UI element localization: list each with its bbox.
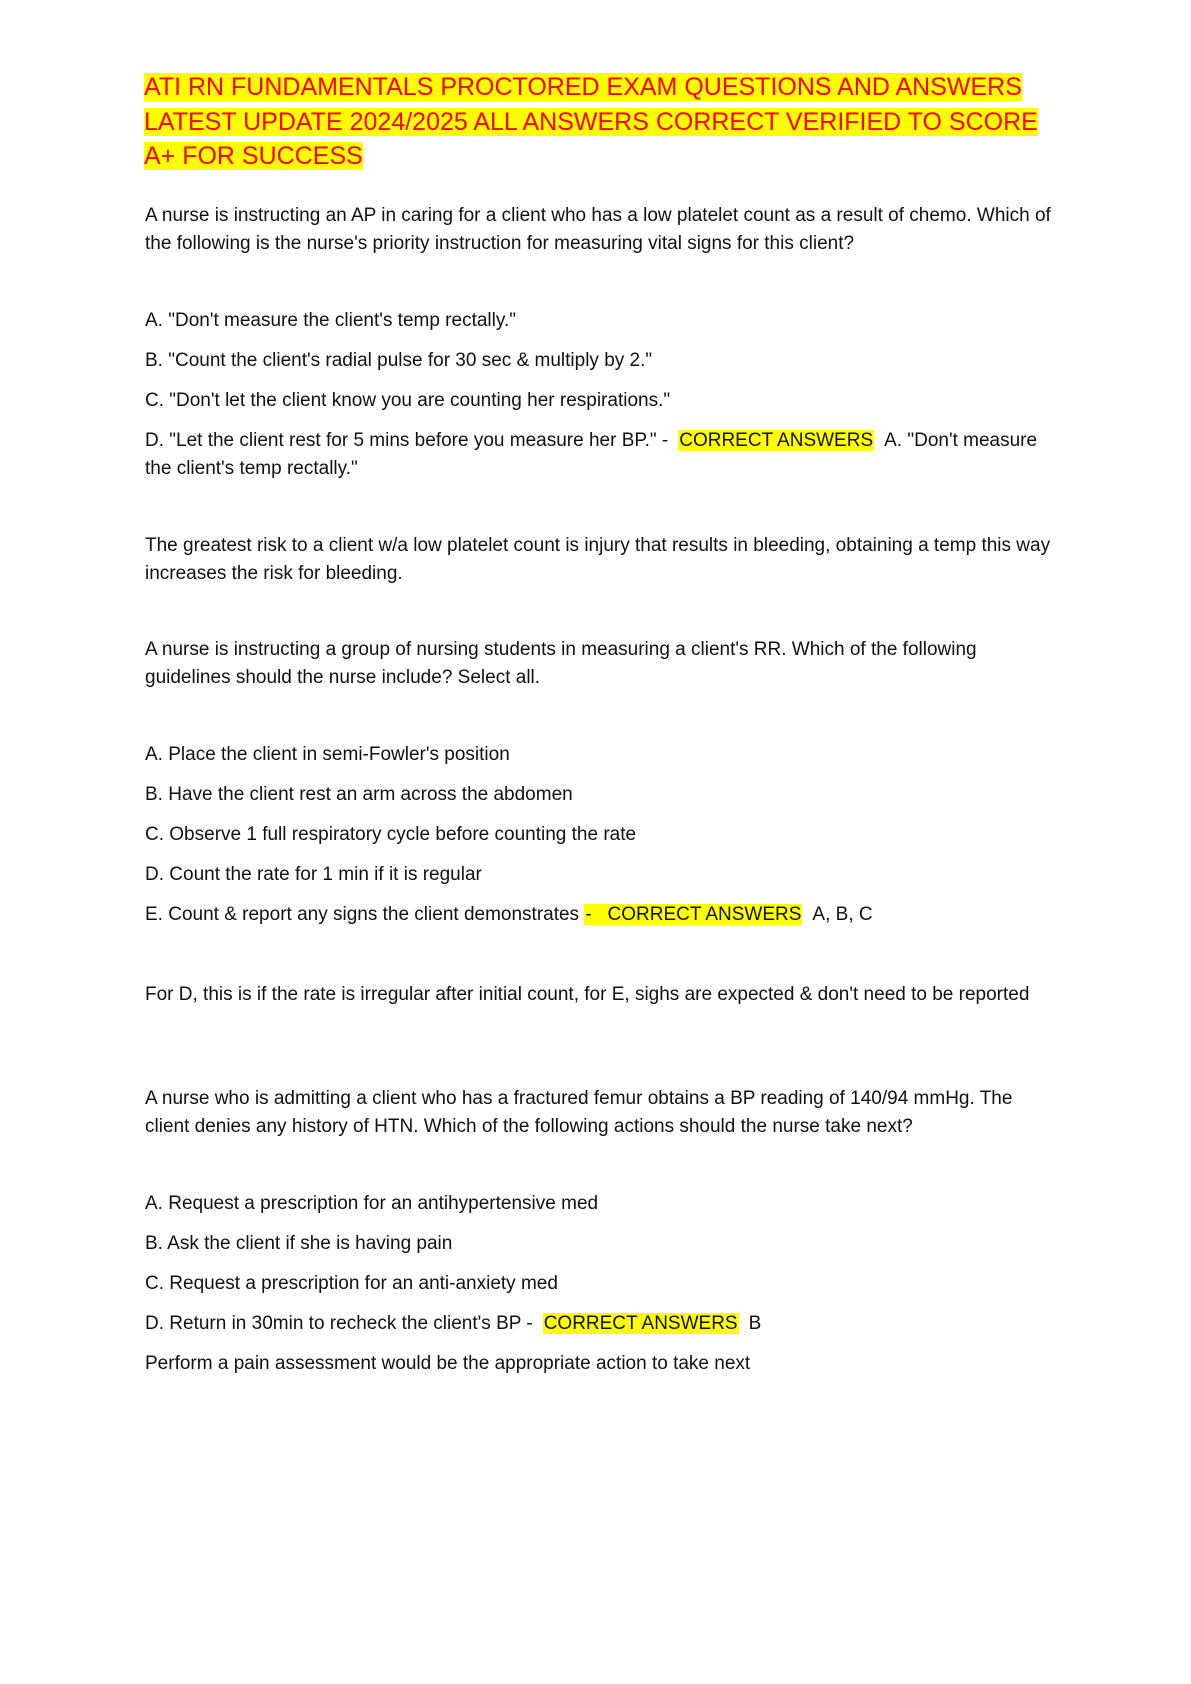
- question-1-option-d: D. "Let the client rest for 5 mins before you measure her BP." -: [145, 430, 669, 451]
- question-3-text: A nurse who is admitting a client who has a fractured femur obtains a BP reading of 140/94 mmHg. The client denies any history of HTN. Which of the following actions should the nurse take next?: [145, 1088, 1013, 1137]
- question-3-option-c: C. Request a prescription for an anti-anxiety med: [145, 1273, 558, 1294]
- question-1-option-c: C. "Don't let the client know you are counting her respirations.": [145, 390, 671, 411]
- question-3-option-b: B. Ask the client if she is having pain: [145, 1233, 453, 1254]
- question-1-answer: A. "Don't measure the client's temp rectally.": [145, 430, 1038, 479]
- question-2-option-a: A. Place the client in semi-Fowler's position: [145, 744, 510, 765]
- question-2-text: A nurse is instructing a group of nursing students in measuring a client's RR. Which of the following guidelines should the nurse include? Select all.: [145, 639, 977, 688]
- question-1-text: A nurse is instructing an AP in caring for a client who has a low platelet count as a result of chemo. Which of the following is the nurse's priority instruction for measuring vital signs for this client?: [145, 205, 1051, 254]
- question-1-option-a: A. "Don't measure the client's temp rectally.": [145, 310, 516, 331]
- question-3-option-d-answer: [145, 1310, 1060, 1338]
- correct-answers-label: CORRECT ANSWERS: [607, 904, 802, 925]
- question-1-option-b: B. "Count the client's radial pulse for 30 sec & multiply by 2.": [145, 350, 653, 371]
- correct-answers-label: CORRECT ANSWERS: [543, 1313, 738, 1334]
- question-1-option-d-answer: [145, 427, 1060, 482]
- question-2-option-b: B. Have the client rest an arm across the abdomen: [145, 784, 573, 805]
- question-3-answer: B: [748, 1313, 762, 1334]
- question-3-option-d: D. Return in 30min to recheck the client's BP -: [145, 1313, 533, 1334]
- question-3-rationale: Perform a pain assessment would be the appropriate action to take next: [145, 1353, 751, 1374]
- question-2-answer: A, B, C: [812, 904, 873, 925]
- question-2-option-d: D. Count the rate for 1 min if it is regular: [145, 864, 482, 885]
- question-1-rationale: The greatest risk to a client w/a low platelet count is injury that results in bleeding, obtaining a temp this way increases the risk for bleeding.: [145, 535, 1051, 584]
- question-3-option-a: A. Request a prescription for an antihypertensive med: [145, 1193, 599, 1214]
- document-title: ATI RN FUNDAMENTALS PROCTORED EXAM QUESTIONS AND ANSWERS LATEST UPDATE 2024/2025 ALL ANSWERS CORRECT VERIFIED TO SCORE A+ FOR SUCCESS: [144, 73, 1038, 170]
- question-2-option-c: C. Observe 1 full respiratory cycle before counting the rate: [145, 824, 637, 845]
- question-2-rationale: For D, this is if the rate is irregular after initial count, for E, sighs are expected & don't need to be reported: [145, 984, 1030, 1005]
- option-e-dash: -: [585, 904, 592, 925]
- correct-answers-label: CORRECT ANSWERS: [679, 430, 874, 451]
- question-2-option-e: E. Count & report any signs the client demonstrates: [145, 904, 580, 925]
- question-2-option-e-answer: [145, 901, 1060, 929]
